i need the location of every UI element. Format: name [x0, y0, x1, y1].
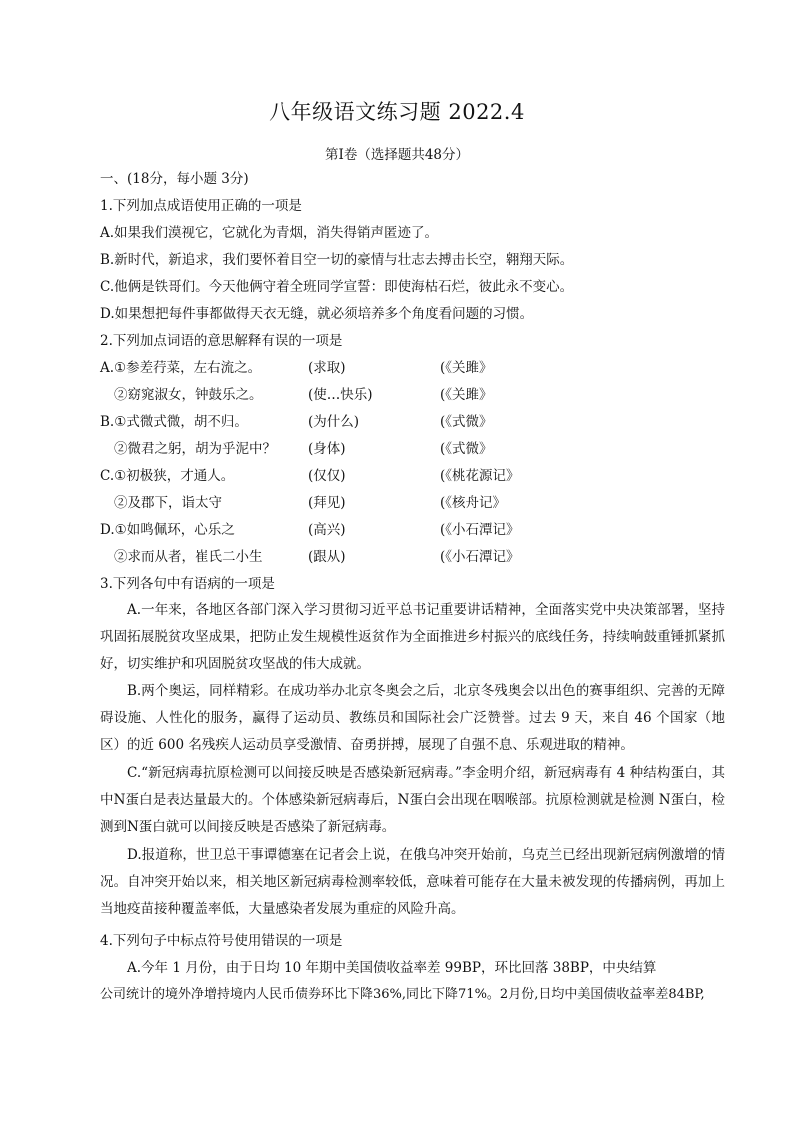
row-text: C.①初极狭，才通人。: [100, 468, 235, 484]
question-4-option-a-line2: 公司统计的境外净增持境内人民币债券环比下降36%,同比下降71%。2月份,日均中美国债收益率差84BP,: [100, 987, 705, 1002]
question-4-option-a-line1: A.今年 1 月份，由于日均 10 年期中美国债收益率差 99BP，环比回落 38BP，中央结算: [127, 960, 657, 976]
row-meaning: (使…快乐): [308, 387, 373, 403]
question-3-option-d: D.报道称，世卫总干事谭德塞在记者会上说，在俄乌冲突开始前，乌克兰已经出现新冠病例激增的情况。自冲突开始以来，相关地区新冠病毒检测率较低，意味着可能存在大量未被发现的传播病例，再加上当地疫苗接种覆盖率低，大量感染者发展为重症的风险升高。: [100, 847, 725, 918]
row-source: (《核舟记》: [440, 495, 507, 511]
row-meaning: (高兴): [308, 522, 346, 538]
question-3-option-b: B.两个奥运，同样精彩。在成功举办北京冬奥会之后，北京冬残奥会以出色的赛事组织、完善的无障碍设施、人性化的服务，赢得了运动员、教练员和国际社会广泛赞誉。过去 9 天，来自 46 个国家（地区）的近 600 名残疾人运动员享受激情、奋勇拼搏，展现了自强不息、乐观进取的精神。: [100, 683, 725, 754]
row-meaning: (为什么): [308, 414, 360, 430]
row-text: B.①式微式微，胡不归。: [100, 414, 248, 430]
question-4-stem: 4.下列句子中标点符号使用错误的一项是: [100, 933, 343, 949]
question-3-option-a: A.一年来，各地区各部门深入学习贯彻习近平总书记重要讲话精神，全面落实党中央决策部署，坚持巩固拓展脱贫攻坚成果，把防止发生规模性返贫作为全面推进乡村振兴的底线任务，持续响鼓重锤抓紧抓好，切实维护和巩固脱贫攻坚战的伟大成就。: [100, 602, 725, 673]
row-text: ②求而从者，崔氏二小生: [114, 549, 263, 565]
row-text: D.①如鸣佩环，心乐之: [100, 522, 235, 538]
question-2-stem: 2.下列加点词语的意思解释有误的一项是: [100, 333, 343, 349]
row-meaning: (仅仅): [308, 468, 346, 484]
row-source: (《关雎》: [440, 387, 493, 403]
row-source: (《小石潭记》: [440, 549, 520, 565]
question-1-stem: 1.下列加点成语使用正确的一项是: [100, 198, 302, 214]
row-meaning: (求取): [308, 360, 346, 376]
row-text: ②微君之躬，胡为乎泥中？: [114, 441, 276, 457]
row-source: (《式微》: [440, 441, 493, 457]
row-meaning: (跟从): [308, 549, 346, 565]
question-3-stem: 3.下列各句中有语病的一项是: [100, 576, 275, 592]
row-text: A.①参差荇菜，左右流之。: [100, 360, 262, 376]
row-source: (《关雎》: [440, 360, 493, 376]
question-3-option-c: C.“新冠病毒抗原检测可以间接反映是否感染新冠病毒。”李金明介绍，新冠病毒有 4 种结构蛋白，其中N蛋白是表达量最大的。个体感染新冠病毒后，N蛋白会出现在咽喉部。抗原检测就是检测 N蛋白，检测到N蛋白就可以间接反映是否感染了新冠病毒。: [100, 765, 725, 836]
question-1-option-c: C.他俩是铁哥们。今天他俩守着全班同学宣誓：即使海枯石烂，彼此永不变心。: [100, 279, 574, 295]
row-meaning: (拜见): [308, 495, 346, 511]
row-source: (《桃花源记》: [440, 468, 520, 484]
section-header: 一、(18分，每小题 3分): [100, 171, 249, 187]
page-subtitle: 第Ⅰ卷（选择题共48分）: [324, 147, 469, 163]
question-1-option-a: A.如果我们漠视它，它就化为青烟，消失得销声匿迹了。: [100, 225, 439, 241]
row-meaning: (身体): [308, 441, 346, 457]
row-text: ②窈窕淑女，钟鼓乐之。: [114, 387, 263, 403]
row-text: ②及郡下，诣太守: [114, 495, 222, 511]
question-1-option-d: D.如果想把每件事都做得天衣无缝，就必须培养多个角度看问题的习惯。: [100, 306, 534, 322]
page-title: 八年级语文练习题 2022.4: [269, 100, 525, 124]
row-source: (《式微》: [440, 414, 493, 430]
row-source: (《小石潭记》: [440, 522, 520, 538]
question-1-option-b: B.新时代，新追求，我们要怀着目空一切的豪情与壮志去搏击长空，翱翔天际。: [100, 252, 574, 268]
